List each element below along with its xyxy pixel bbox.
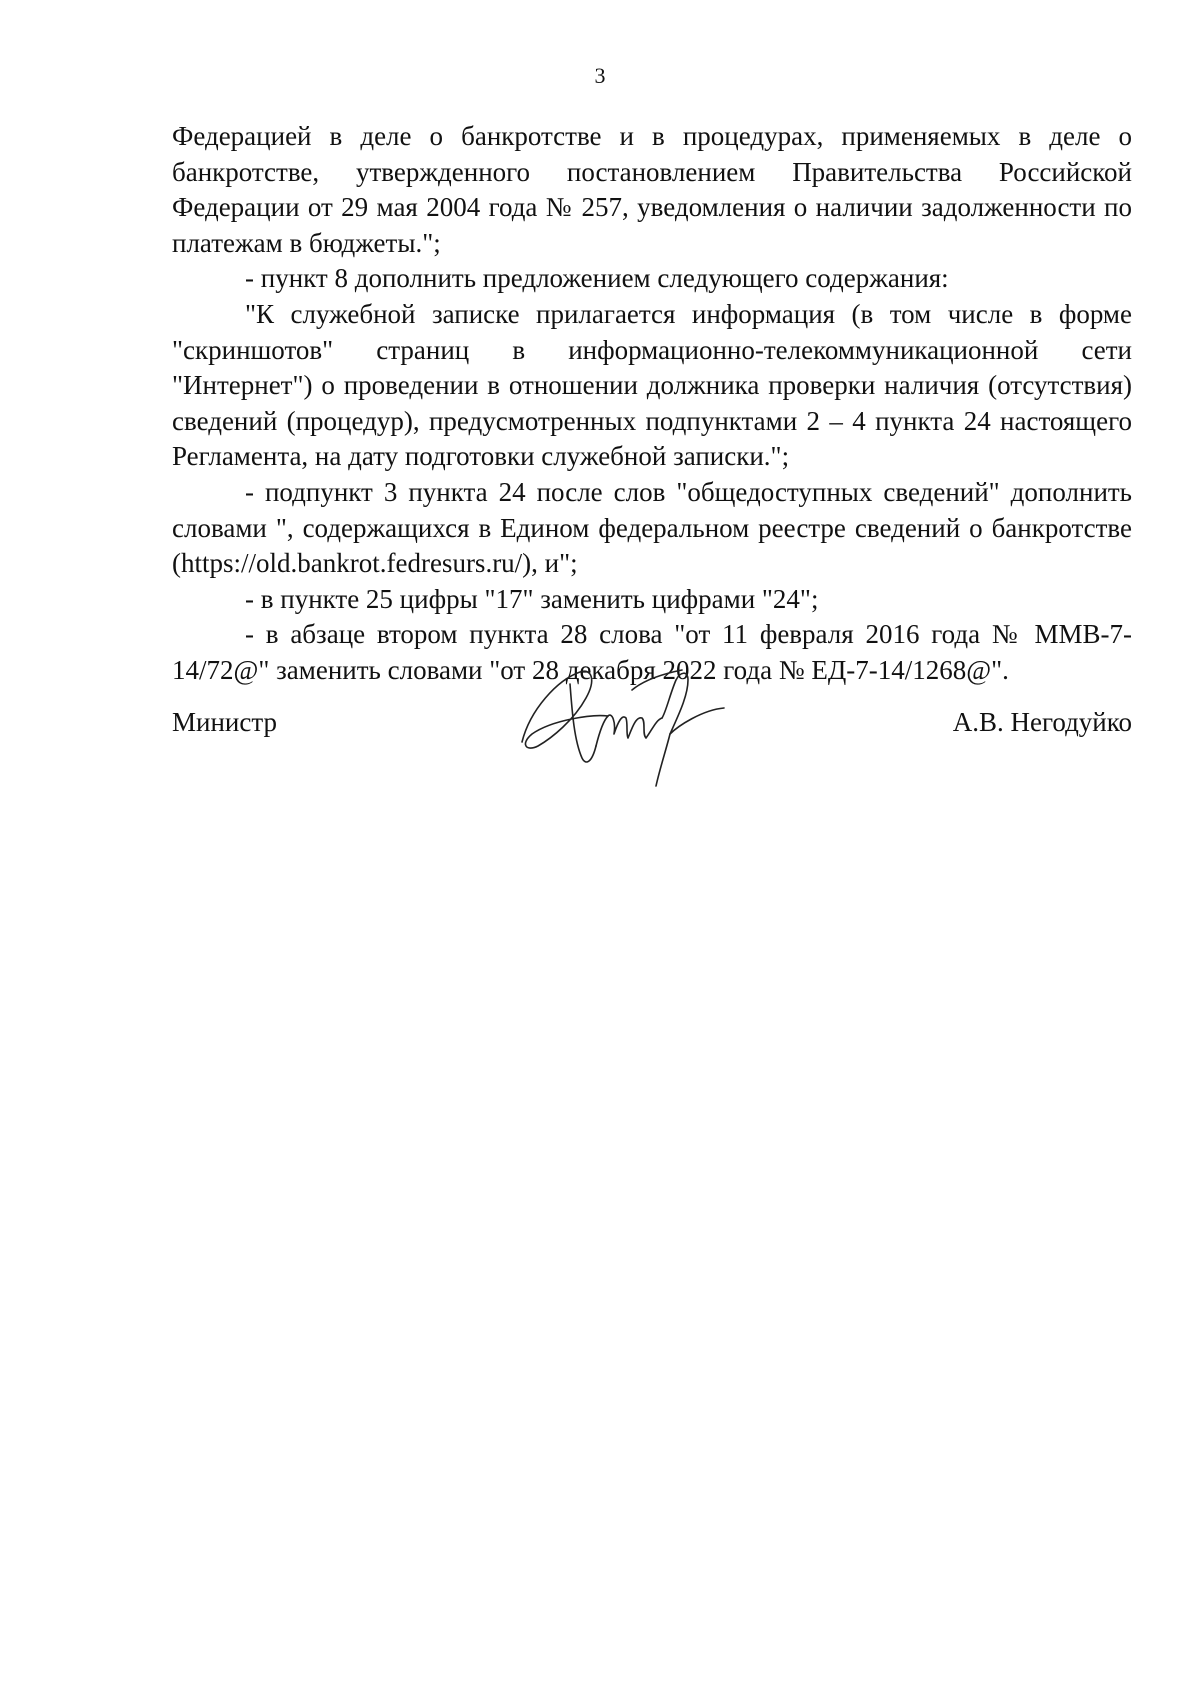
paragraph-3: "К служебной записке прилагается информация (в том числе в форме "скриншотов" страниц в информационно-телекоммуникационной сети "Интернет") о проведении в отношении должника проверки наличия (отсутствия) сведений (процедур), предусмотренных подпунктами 2 – 4 пункта 24 настоящего Регламента, на дату подготовки служебной записки."; bbox=[172, 298, 1132, 472]
paragraph-4: - подпункт 3 пункта 24 после слов "общедоступных сведений" дополнить словами ", содержащихся в Едином федеральном реестре сведений о банкротстве (https://old.bankrot.fedresurs.ru/), и"; bbox=[172, 476, 1132, 579]
paragraph-2: - пункт 8 дополнить предложением следующего содержания: bbox=[245, 263, 949, 294]
signer-name: А.В. Негодуйко bbox=[952, 707, 1132, 737]
page-number: 3 bbox=[594, 63, 606, 88]
paragraph-6: - в абзаце втором пункта 28 слова "от 11 февраля 2016 года № ММВ-7-14/72@" заменить словами "от 28 декабря 2022 года № ЕД-7-14/1268@". bbox=[172, 619, 1132, 685]
paragraph-1: Федерацией в деле о банкротстве и в процедурах, применяемых в деле о банкротстве, утвержденного постановлением Правительства Российской Федерации от 29 мая 2004 года № 257, уведомления о наличии задолженности по платежам в бюджеты."; bbox=[172, 121, 1132, 258]
signature-block bbox=[172, 650, 1132, 790]
signer-position: Министр bbox=[172, 707, 277, 737]
paragraph-5: - в пункте 25 цифры "17" заменить цифрами "24"; bbox=[245, 583, 819, 614]
handwritten-signature bbox=[512, 650, 742, 790]
document-body bbox=[172, 119, 1132, 689]
